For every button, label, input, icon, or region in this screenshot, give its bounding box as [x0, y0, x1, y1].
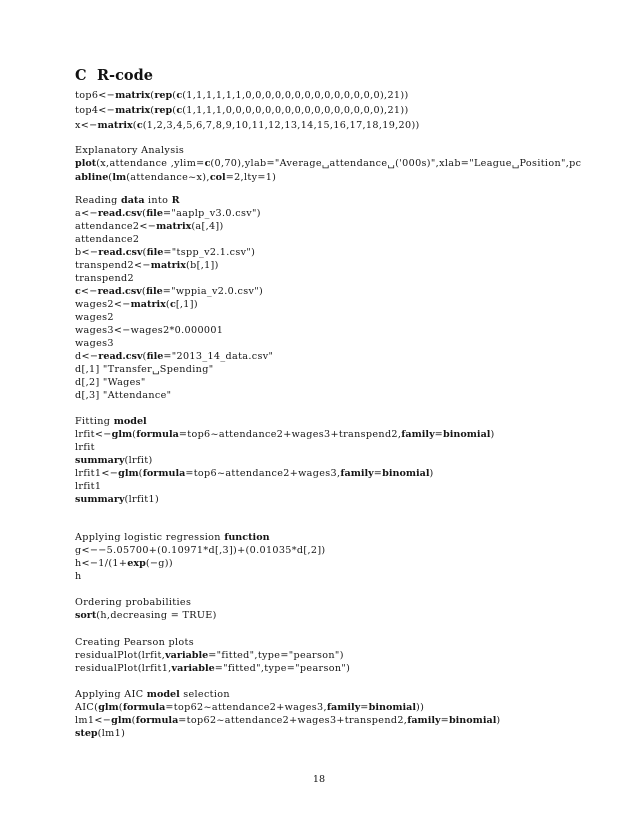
code-line: d[,2] "Wages"	[75, 377, 146, 388]
page-number: 18	[312, 774, 326, 785]
code-line: lrfit<−glm(formula=top6~attendance2+wages3+transpend2,family=binomial)	[75, 429, 495, 440]
code-line: top4<−matrix(rep(c(1,1,1,1,0,0,0,0,0,0,0,0,0,0,0,0,0,0,0,0),21))	[75, 105, 409, 116]
code-line: a<−read.csv(file="aaplp_v3.0.csv")	[75, 208, 261, 219]
code-line: abline(lm(attendance~x),col=2,lty=1)	[75, 172, 277, 183]
code-line: transpend2	[75, 273, 135, 284]
code-line: sort(h,decreasing = TRUE)	[75, 610, 217, 621]
code-line: c<−read.csv(file="wppia_v2.0.csv")	[75, 286, 264, 297]
code-line: attendance2	[75, 234, 140, 245]
code-line: Fitting model	[75, 416, 147, 427]
code-line: lrfit1	[75, 481, 102, 492]
code-line: plot(x,attendance ,ylim=c(0,70),ylab="Average␣attendance␣('000s)",xlab="League␣Position",pc	[75, 158, 582, 169]
code-line: lrfit1<−glm(formula=top6~attendance2+wages3,family=binomial)	[75, 468, 434, 479]
code-line: d[,1] "Transfer␣Spending"	[75, 364, 214, 375]
code-line: Applying logistic regression function	[75, 532, 270, 543]
code-line: attendance2<−matrix(a[,4])	[75, 221, 224, 232]
code-line: Ordering probabilities	[75, 597, 192, 608]
code-line: wages3<−wages2*0.000001	[75, 325, 224, 336]
code-line: top6<−matrix(rep(c(1,1,1,1,1,1,0,0,0,0,0,0,0,0,0,0,0,0,0,0),21))	[75, 90, 409, 101]
code-line: AIC(glm(formula=top62~attendance2+wages3,family=binomial))	[75, 702, 425, 713]
r-code-listing	[75, 0, 638, 826]
code-line: Explanatory Analysis	[75, 145, 185, 156]
code-line: summary(lrfit1)	[75, 494, 160, 505]
code-line: b<−read.csv(file="tspp_v2.1.csv")	[75, 247, 256, 258]
code-line: wages2	[75, 312, 114, 323]
code-line: h<−1/(1+exp(−g))	[75, 558, 173, 569]
code-line: lrfit	[75, 442, 95, 453]
code-line: h	[75, 571, 82, 582]
code-line: d[,3] "Attendance"	[75, 390, 172, 401]
code-line: step(lm1)	[75, 728, 126, 739]
code-line: x<−matrix(c(1,2,3,4,5,6,7,8,9,10,11,12,13,14,15,16,17,18,19,20))	[75, 120, 420, 131]
code-line: wages3	[75, 338, 114, 349]
code-line: transpend2<−matrix(b[,1])	[75, 260, 219, 271]
code-line: residualPlot(lrfit,variable="fitted",type="pearson")	[75, 650, 344, 661]
section-number: C	[75, 67, 87, 84]
code-line: wages2<−matrix(c[,1])	[75, 299, 198, 310]
code-line: Reading data into R	[75, 195, 180, 206]
code-line: g<−−5.05700+(0.10971*d[,3])+(0.01035*d[,2])	[75, 545, 326, 556]
code-line: summary(lrfit)	[75, 455, 153, 466]
code-line: Creating Pearson plots	[75, 637, 195, 648]
code-line: d<−read.csv(file="2013_14_data.csv"	[75, 351, 274, 362]
code-line: residualPlot(lrfit1,variable="fitted",type="pearson")	[75, 663, 351, 674]
code-line: lm1<−glm(formula=top62~attendance2+wages3+transpend2,family=binomial)	[75, 715, 501, 726]
section-title: R-code	[97, 67, 153, 84]
code-line: Applying AIC model selection	[75, 689, 230, 700]
